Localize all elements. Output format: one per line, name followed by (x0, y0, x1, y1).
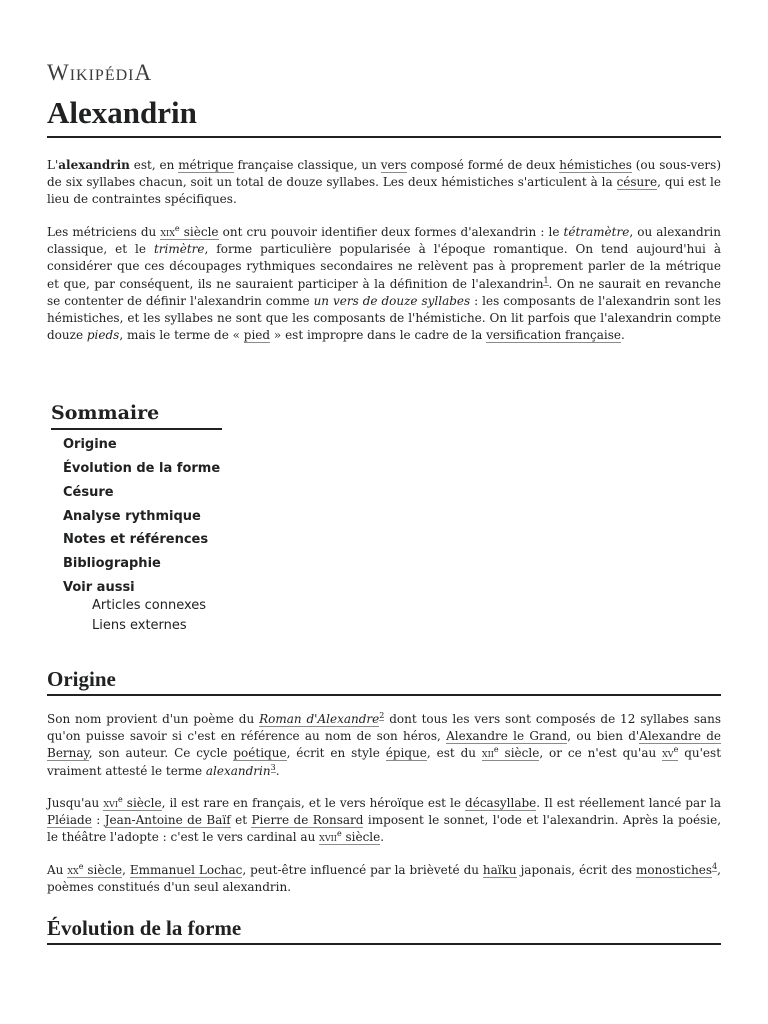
toc-item-origine[interactable]: Origine (63, 437, 117, 452)
toc-item-cesure[interactable]: Césure (63, 485, 114, 500)
link-baif[interactable]: Jean-Antoine de Baïf (104, 813, 231, 828)
link-xviie-siecle[interactable]: xvii$^e$ siècle (319, 829, 381, 845)
footnote-2[interactable]: 2 (379, 711, 385, 720)
link-poetique[interactable]: poétique (233, 746, 287, 761)
toc-item-notes[interactable]: Notes et références (63, 532, 209, 547)
wikipedia-wordmark[interactable] (47, 60, 152, 86)
link-epique[interactable]: épique (385, 746, 427, 761)
footnote-3[interactable]: 3 (270, 762, 276, 772)
link-xiie-siecle[interactable]: xii$^e$ siècle (481, 745, 540, 761)
wordmark-middle: IKIPÉDI (69, 67, 135, 84)
footnote-4[interactable]: 4 (712, 862, 718, 871)
wordmark-w: W (47, 60, 70, 85)
link-pleiade[interactable]: Pléiade (47, 813, 92, 828)
page-title: Alexandrin (47, 92, 721, 138)
link-vers[interactable]: vers (380, 158, 407, 172)
link-xixe-siecle[interactable]: xix$^e$ siècle (160, 224, 219, 239)
origine-paragraph-3: Au $xx^e$ siècle, Emmanuel Lochac, peut-être influencé par la brièveté du haïku japonais, écrit des monostiches$^4$, poèmes constitués d'un seul alexandrin. (47, 862, 721, 895)
intro-paragraph-2: Les métriciens du xix$^e$ siècle ont cru pouvoir identifier deux formes d'alexandrin : le tétramètre, ou alexandrin classique, et le trimètre, forme particulière popularisée à l'époque romantique. On tend aujourd'hui à considérer que ces découpages rythmiques secondaires ne relèvent pas à proprement parler de la métrique et que, par conséquent, ils ne sauraient participer à la définition de l'alexandrin$^1$. On ne saurait en revanche se contenter de définir l'alexandrin comme un vers de douze syllabes : les composants de l'alexandrin sont les hémistiches, et les syllabes ne sont que les composants de l'hémistiche. On lit parfois que l'alexandrin compte douze pieds, mais le terme de « pied » est impropre dans le cadre de la versification française. (47, 224, 722, 343)
link-monostiches[interactable]: monostiches (635, 863, 713, 877)
section-heading-origine: Origine (47, 665, 721, 696)
toc-item-voir-aussi[interactable]: Voir aussi (63, 580, 135, 595)
toc-item-bibliographie[interactable]: Bibliographie (63, 556, 161, 571)
link-pied[interactable]: pied (243, 328, 271, 343)
link-alexandre-de-bernay[interactable]: Alexandre de Bernay (47, 729, 722, 761)
link-xve[interactable]: $xv^e$ (662, 745, 679, 761)
link-xvie-siecle[interactable]: xvi$^e$ siècle (103, 795, 162, 810)
link-emmanuel-lochac[interactable]: Emmanuel Lochac (129, 863, 243, 877)
origine-paragraph-1: Son nom provient d'un poème du Roman d'Alexandre$^2$ dont tous les vers sont composés de 12 syllabes sans qu'on puisse savoir si c'est en référence au nom de son héros, Alexandre le Grand, ou bien d'Alexandre de Bernay, son auteur. Ce cycle poétique, écrit en style épique, est du xii$^e$ siècle, or ce n'est qu'au $xv^e$ qu'est vraiment attesté le terme alexandrin$^3$. (47, 711, 722, 778)
intro-paragraph-1: L'alexandrin est, en métrique française classique, un vers composé formé de deux hémistiches (ou sous-vers) de six syllabes chacun, soit un total de douze syllabes. Les deux hémistiches s'articulent à la césure, qui est le lieu de contraintes spécifiques. (47, 158, 721, 207)
bold-term: alexandrin (58, 158, 130, 172)
link-alexandre-le-grand[interactable]: Alexandre le Grand (446, 729, 568, 744)
link-metrique[interactable]: métrique (178, 158, 234, 172)
link-versification[interactable]: versification française (486, 328, 622, 343)
toc-title: Sommaire (51, 400, 222, 430)
link-ronsard[interactable]: Pierre de Ronsard (251, 813, 364, 828)
link-cesure[interactable]: césure (616, 175, 658, 190)
toc-subitem-articles[interactable]: Articles connexes (92, 598, 207, 613)
link-decasyllabe[interactable]: décasyllabe (465, 796, 537, 810)
link-roman-alexandre[interactable]: Roman d'Alexandre (259, 712, 380, 726)
toc-subitem-liens[interactable]: Liens externes (92, 618, 187, 633)
origine-paragraph-2: Jusqu'au xvi$^e$ siècle, il est rare en français, et le vers héroïque est le décasyllabe. Il est réellement lancé par la Pléiade : Jean-Antoine de Baïf et Pierre de Ronsard imposent le sonnet, l'ode et l'alexandrin. Après la poésie, le théâtre l'adopte : c'est le vers cardinal au xvii$^e$ siècle. (47, 795, 722, 845)
footnote-1[interactable]: 1 (543, 275, 549, 285)
toc-item-evolution[interactable]: Évolution de la forme (63, 461, 221, 476)
wordmark-a: A (134, 60, 153, 85)
link-xxe-siecle[interactable]: $xx^e$ siècle (67, 862, 123, 877)
link-hemistiches[interactable]: hémistiches (559, 158, 632, 172)
toc-item-analyse[interactable]: Analyse rythmique (63, 509, 201, 524)
section-heading-evolution: Évolution de la forme (47, 914, 721, 945)
link-haiku[interactable]: haïku (482, 863, 517, 877)
